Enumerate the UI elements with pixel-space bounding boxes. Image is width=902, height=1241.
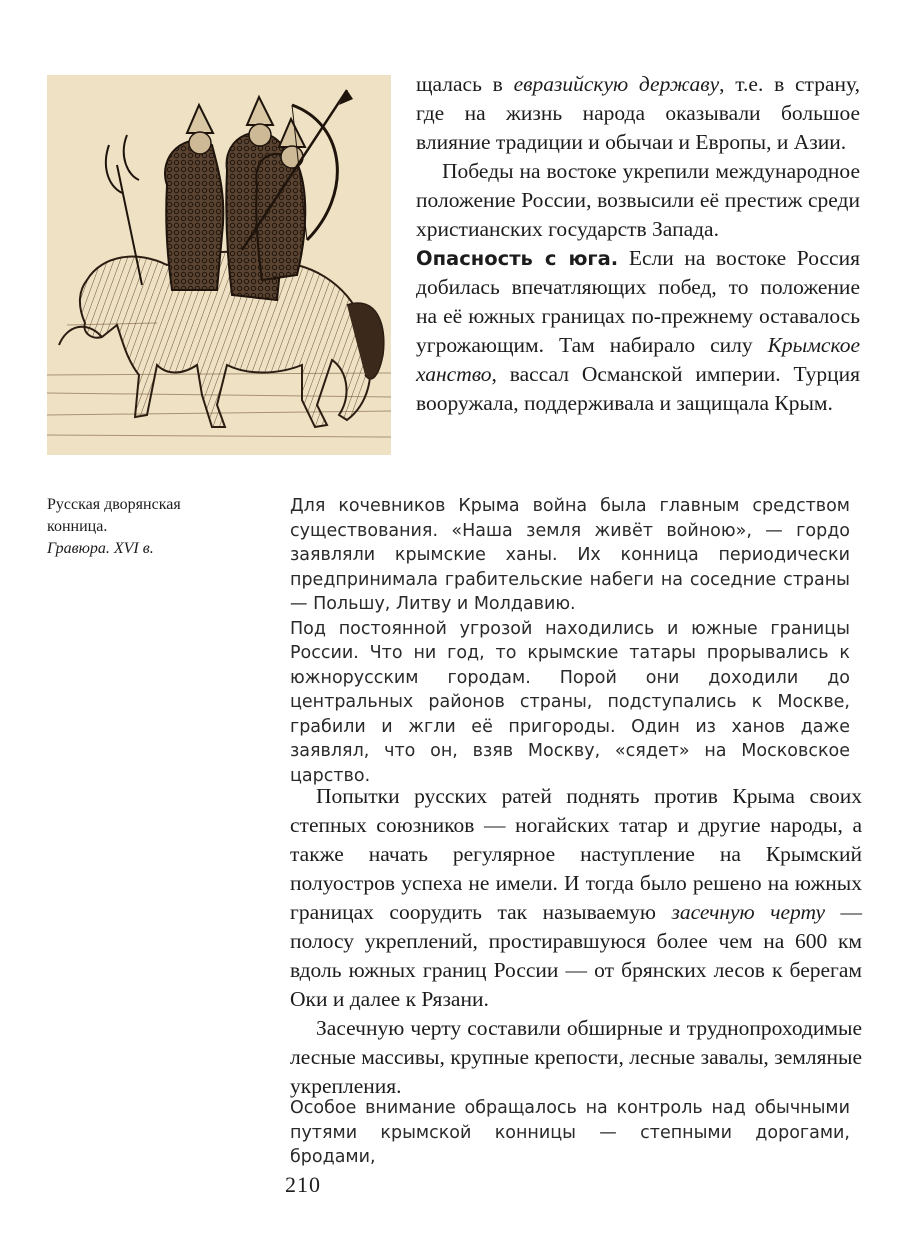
text-span: Если на востоке Россия добилась впечатляющих побед, то положение на её южных границах по-прежнему оставалось угрожающим. Там набирало силу [416, 246, 860, 357]
caption-line: Русская дворянская [47, 496, 181, 513]
italic-term: Крымское ханство [416, 333, 860, 386]
italic-term: засечную черту [671, 900, 826, 924]
figure-caption [47, 494, 267, 560]
aside-paragraph: Особое внимание обращалось на контроль над обычными путями крымской конницы — степными дорогами, бродами, [290, 1098, 850, 1167]
text-span: — полосу укреплений, простиравшуюся более чем на 600 км вдоль южных границ России — от брянских лесов к берегам Оки и далее к Рязани. [290, 900, 863, 1011]
aside-paragraph: Под постоянной угрозой находились и южные границы России. Что ни год, то крымские татары прорывались к южнорусским городам. Порой они доходили до центральных районов страны, подступались к Москве, грабили и жгли её пригороды. Один из ханов даже заявлял, что он, взяв Москву, «сядет» на Московское царство. [290, 618, 850, 786]
top-text-column [416, 70, 860, 418]
text-span: щалась в [416, 72, 514, 96]
italic-term: евразийскую державу [513, 72, 720, 96]
caption-line-italic: Гравюра. XVI в. [47, 540, 154, 557]
main-text-column [290, 782, 862, 1101]
paragraph-victories: Победы на востоке укрепили международное положение России, возвысили её престиж среди христианских государств Запада. [416, 159, 860, 241]
aside-paragraph: Для кочевников Крыма война была главным средством существования. «Наша земля живёт войною», — гордо заявляли крымские ханы. Их конница периодически предпринимала грабительские набеги на соседние страны — Польшу, Литву и Молдавию. [290, 496, 850, 614]
caption-line: конница. [47, 518, 108, 535]
supplementary-text [290, 494, 850, 788]
supplementary-text-2 [290, 1096, 850, 1170]
paragraph-danger-south [416, 244, 860, 418]
engraving-picture [47, 75, 391, 455]
text-span: Попытки русских ратей поднять против Крыма своих степных союзников — ногайских татар и другие народы, а также начать регулярное наступление на Крымский полуостров успеха не имели. И тогда было решено на южных границах соорудить так называемую [290, 784, 862, 924]
text-span: , вассал Османской империи. Турция вооружала, поддерживала и защищала Крым. [416, 362, 860, 415]
text-span: , т.е. в страну, где на жизнь народа оказывали большое влияние традиции и обычаи и Европы, и Азии. [416, 72, 860, 154]
cavalry-engraving [47, 75, 391, 455]
paragraph-composition: Засечную черту составили обширные и труднопроходимые лесные массивы, крупные крепости, лесные завалы, земляные укрепления. [290, 1016, 862, 1098]
paragraph-eurasian [416, 70, 860, 157]
page-number: 210 [285, 1172, 321, 1197]
paragraph-zasechnaya [290, 782, 862, 1014]
section-heading: Опасность с юга. [416, 247, 619, 270]
